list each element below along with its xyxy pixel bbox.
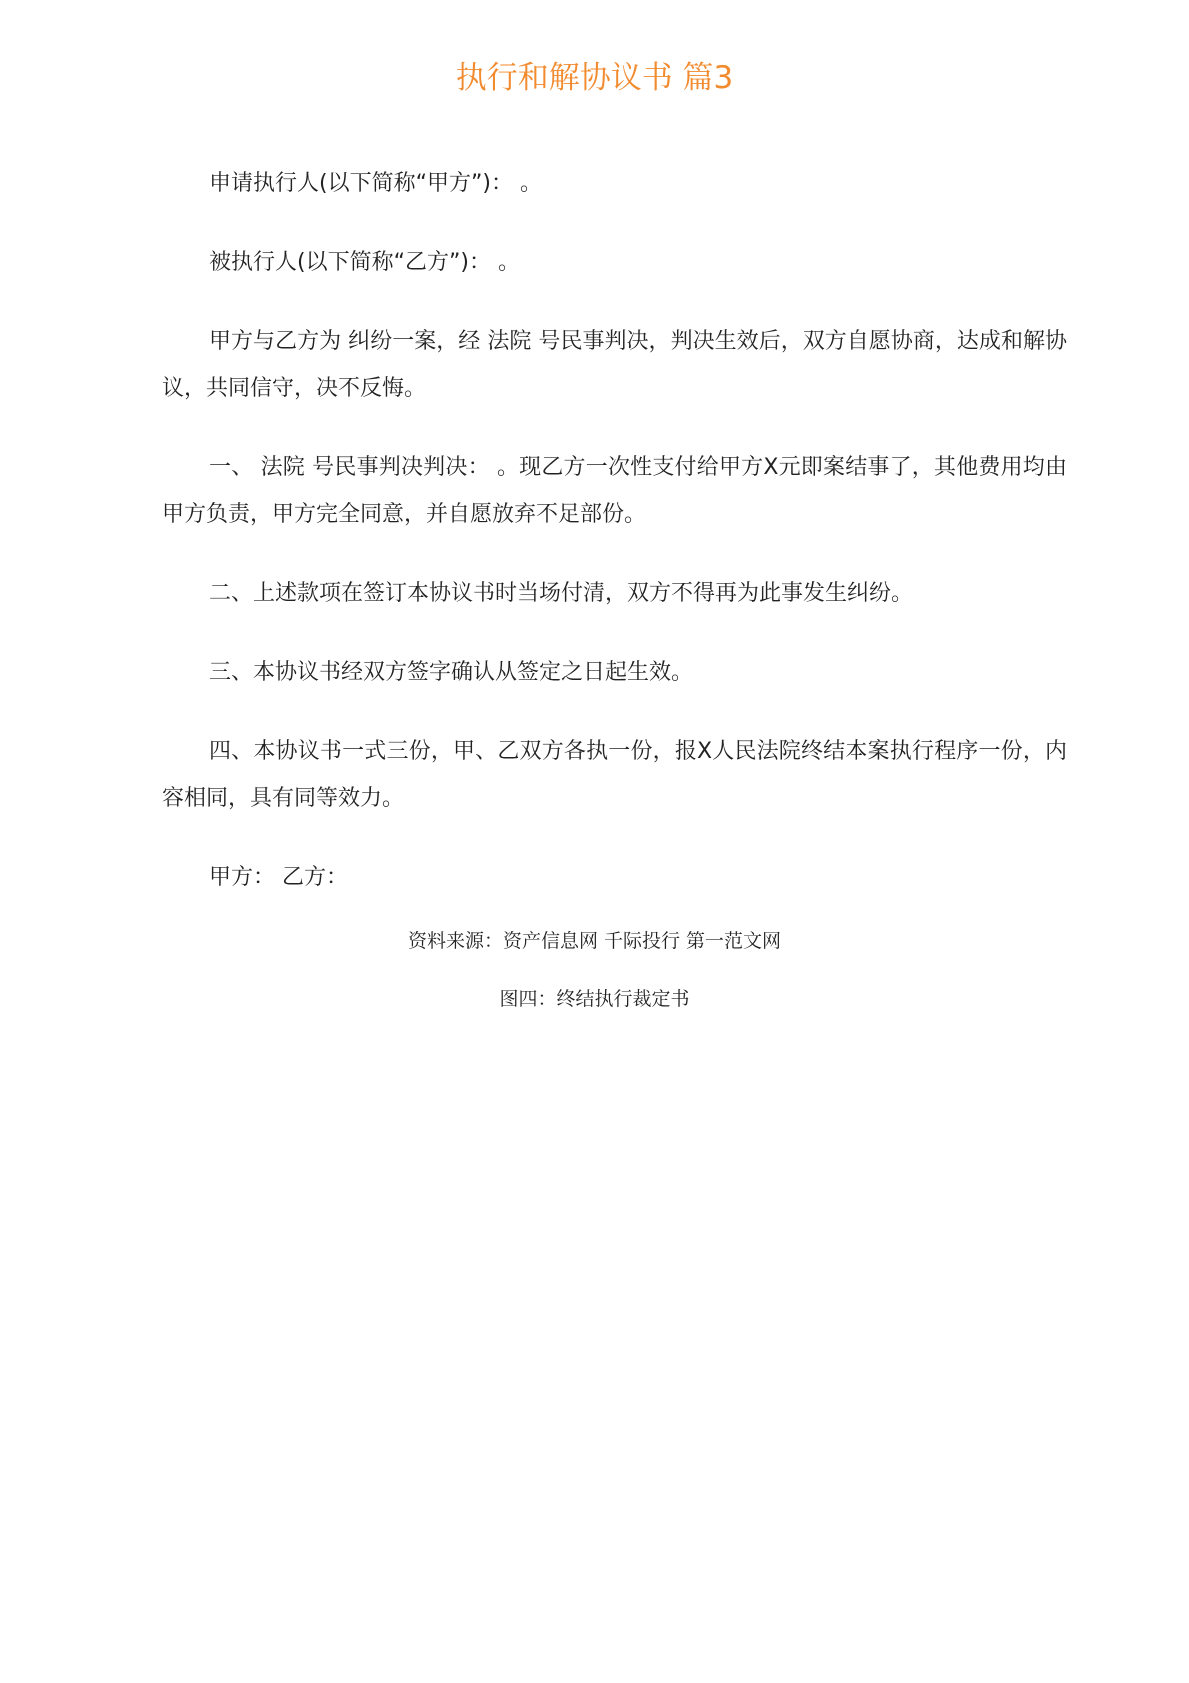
clause-four: 四、本协议书一式三份，甲、乙双方各执一份，报X人民法院终结本案执行程序一份，内容相同，具有同等效力。: [162, 739, 1067, 811]
clause-one: 一、 法院 号民事判决判决： 。现乙方一次性支付给甲方X元即案结事了，其他费用均由甲方负责，甲方完全同意，并自愿放弃不足部份。: [162, 455, 1067, 527]
respondent-line: 被执行人(以下简称“乙方”)： 。: [209, 250, 520, 275]
source-note: 资料来源：资产信息网 千际投行 第一范文网: [407, 930, 782, 952]
clause-three: 三、本协议书经双方签字确认从签定之日起生效。: [209, 660, 694, 685]
clause-two: 二、上述款项在签订本协议书时当场付清，双方不得再为此事发生纠纷。: [209, 581, 914, 606]
case-summary-paragraph: 甲方与乙方为 纠纷一案，经 法院 号民事判决，判决生效后，双方自愿协商，达成和解协议，共同信守，决不反悔。: [162, 329, 1067, 401]
figure-caption: 图四：终结执行裁定书: [499, 988, 690, 1010]
applicant-line: 申请执行人(以下简称“甲方”)： 。: [209, 171, 542, 196]
document-title: 执行和解协议书 篇3: [455, 60, 734, 96]
signature-line: 甲方： 乙方：: [209, 865, 348, 890]
document-body: [162, 160, 1067, 933]
